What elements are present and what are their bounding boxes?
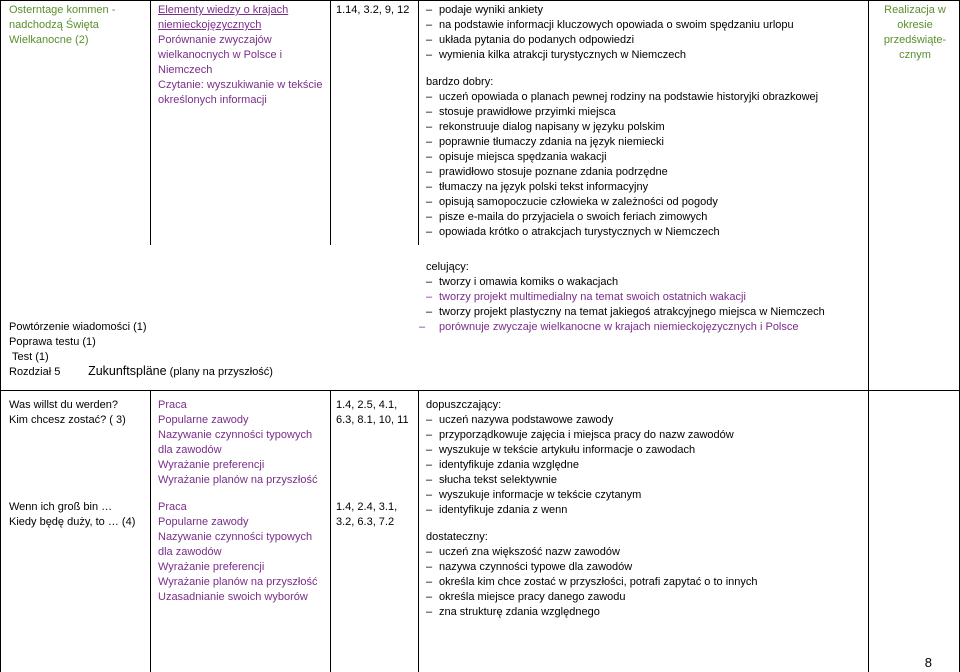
content-line: Wyrażanie planów na przyszłość: [158, 576, 318, 588]
grade-label: bardzo dobry:: [426, 76, 494, 88]
chapter-heading: [9, 364, 273, 380]
list-item: – opisuje miejsca spędzania wakacji: [426, 150, 866, 165]
list-item: – stosuje prawidłowe przyimki miejsca: [426, 105, 866, 120]
table-left-border: [0, 0, 1, 390]
chapter-number: Rozdział 5: [9, 366, 61, 378]
content-line: Popularne zawody: [158, 516, 249, 528]
list-item: – nazywa czynności typowe dla zawodów: [426, 560, 866, 575]
content-line: Porównanie zwyczajów wielkanocnych w Polsce i Niemczech: [158, 34, 283, 76]
list-item: – poprawnie tłumaczy zdania na język niemiecki: [426, 135, 866, 150]
list-item: – tworzy projekt multimedialny na temat swoich ostatnich wakacji: [426, 290, 866, 305]
table-col-divider: [330, 0, 331, 245]
list-item: – identyfikuje zdania z wenn: [426, 503, 866, 518]
page-number: 8: [924, 655, 932, 670]
content-line: Elementy wiedzy o krajach niemieckojęzycznych: [158, 4, 289, 31]
list-item: – tworzy i omawia komiks o wakacjach: [426, 275, 866, 290]
grade-label: celujący:: [426, 261, 469, 273]
content-line: Nazywanie czynności typowych dla zawodów: [158, 429, 313, 456]
list-item: – prawidłowo stosuje poznane zdania podrzędne: [426, 165, 866, 180]
content-line: Wyrażanie preferencji: [158, 459, 265, 471]
reference-text: 1.4, 2.5, 4.1, 6.3, 8.1, 10, 11: [336, 399, 409, 426]
list-item: – słucha tekst selektywnie: [426, 473, 866, 488]
content-line: Praca: [158, 501, 187, 513]
content-line: Czytanie: wyszukiwanie w tekście określonych informacji: [158, 79, 323, 106]
table-col-divider: [150, 390, 151, 672]
list-item: – przyporządkowuje zajęcia i miejsca pracy do nazw zawodów: [426, 428, 866, 443]
table-col-divider: [868, 390, 869, 672]
reference-cell: [336, 398, 416, 428]
content-cell: [158, 500, 328, 605]
requirements-list: [426, 3, 866, 63]
table-col-divider: [330, 390, 331, 672]
reference-text: 1.14, 3.2, 9, 12: [336, 4, 410, 16]
list-item: – uczeń zna większość nazw zawodów: [426, 545, 866, 560]
list-item: – na podstawie informacji kluczowych opowiada o swoim spędzaniu urlopu: [426, 18, 866, 33]
requirements-cell: [426, 398, 866, 620]
table-col-divider: [868, 0, 869, 390]
table-col-divider: [418, 0, 419, 245]
list-item: – określa miejsce pracy danego zawodu: [426, 590, 866, 605]
content-line: Wyrażanie preferencji: [158, 561, 265, 573]
list-item: – uczeń nazywa podstawowe zawody: [426, 413, 866, 428]
requirements-cell: [426, 3, 866, 335]
note-text: Realizacja w okresie przedświąte- cznym: [883, 4, 947, 61]
requirements-list: [426, 275, 866, 335]
review-line: Poprawa testu (1): [9, 336, 96, 348]
list-item: – pisze e-maila do przyjaciela o swoich feriach zimowych: [426, 210, 866, 225]
review-line: Test (1): [12, 351, 49, 363]
list-item: – tworzy projekt plastyczny na temat jakiegoś atrakcyjnego miejsca w Niemczech: [426, 305, 866, 320]
topic-text: Osterntage kommen - nadchodzą Święta Wielkanocne (2): [9, 4, 116, 46]
table-top-border: [0, 0, 960, 1]
content-line: Uzasadnianie swoich wyborów: [158, 591, 308, 603]
chapter-title: Zukunftspläne: [88, 364, 167, 378]
content-line: Nazywanie czynności typowych dla zawodów: [158, 531, 313, 558]
reference-text: 1.4, 2.4, 3.1, 3.2, 6.3, 7.2: [336, 501, 398, 528]
review-line: Powtórzenie wiadomości (1): [9, 321, 147, 333]
note-cell: [874, 3, 956, 63]
topic-text: Kiedy będę duży, to … (4): [9, 516, 136, 528]
list-item: – identyfikuje zdania względne: [426, 458, 866, 473]
content-cell: [158, 398, 328, 488]
grade-label: dopuszczający:: [426, 399, 502, 411]
chapter-subtitle: (plany na przyszłość): [169, 366, 273, 378]
reference-cell: [336, 3, 416, 18]
requirements-list: [426, 413, 866, 518]
reference-cell: [336, 500, 416, 530]
content-line: Wyrażanie planów na przyszłość: [158, 474, 318, 486]
content-cell: [158, 3, 324, 108]
table-row-divider: [0, 390, 960, 391]
list-item: – wyszukuje w tekście artykułu informacje o zawodach: [426, 443, 866, 458]
topic-cell: [9, 3, 144, 48]
requirements-list: [426, 545, 866, 620]
list-item: – uczeń opowiada o planach pewnej rodziny na podstawie historyjki obrazkowej: [426, 90, 866, 105]
topic-text: Wenn ich groß bin …: [9, 501, 113, 513]
table-col-divider: [150, 0, 151, 245]
topic-text: Kim chcesz zostać? ( 3): [9, 414, 126, 426]
list-item: – opisują samopoczucie człowieka w zależności od pogody: [426, 195, 866, 210]
list-item: – układa pytania do podanych odpowiedzi: [426, 33, 866, 48]
table-left-border: [0, 390, 1, 672]
list-item: – rekonstruuje dialog napisany w języku polskim: [426, 120, 866, 135]
list-item: – zna strukturę zdania względnego: [426, 605, 866, 620]
grade-label: dostateczny:: [426, 531, 488, 543]
content-line: Praca: [158, 399, 187, 411]
topic-cell: [9, 500, 147, 530]
topic-cell: [9, 398, 147, 428]
list-item: – wymienia kilka atrakcji turystycznych w Niemczech: [426, 48, 866, 63]
list-item: – wyszukuje informacje w tekście czytanym: [426, 488, 866, 503]
review-block: [9, 320, 309, 365]
list-item: – tłumaczy na język polski tekst informacyjny: [426, 180, 866, 195]
list-item: – porównuje zwyczaje wielkanocne w krajach niemieckojęzycznych i Polsce: [419, 320, 866, 335]
table-col-divider: [418, 390, 419, 672]
list-item: – podaje wyniki ankiety: [426, 3, 866, 18]
list-item: – opowiada krótko o atrakcjach turystycznych w Niemczech: [426, 225, 866, 240]
requirements-list: [426, 90, 866, 240]
content-line: Popularne zawody: [158, 414, 249, 426]
topic-text: Was willst du werden?: [9, 399, 119, 411]
list-item: – określa kim chce zostać w przyszłości, potrafi zapytać o to innych: [426, 575, 866, 590]
